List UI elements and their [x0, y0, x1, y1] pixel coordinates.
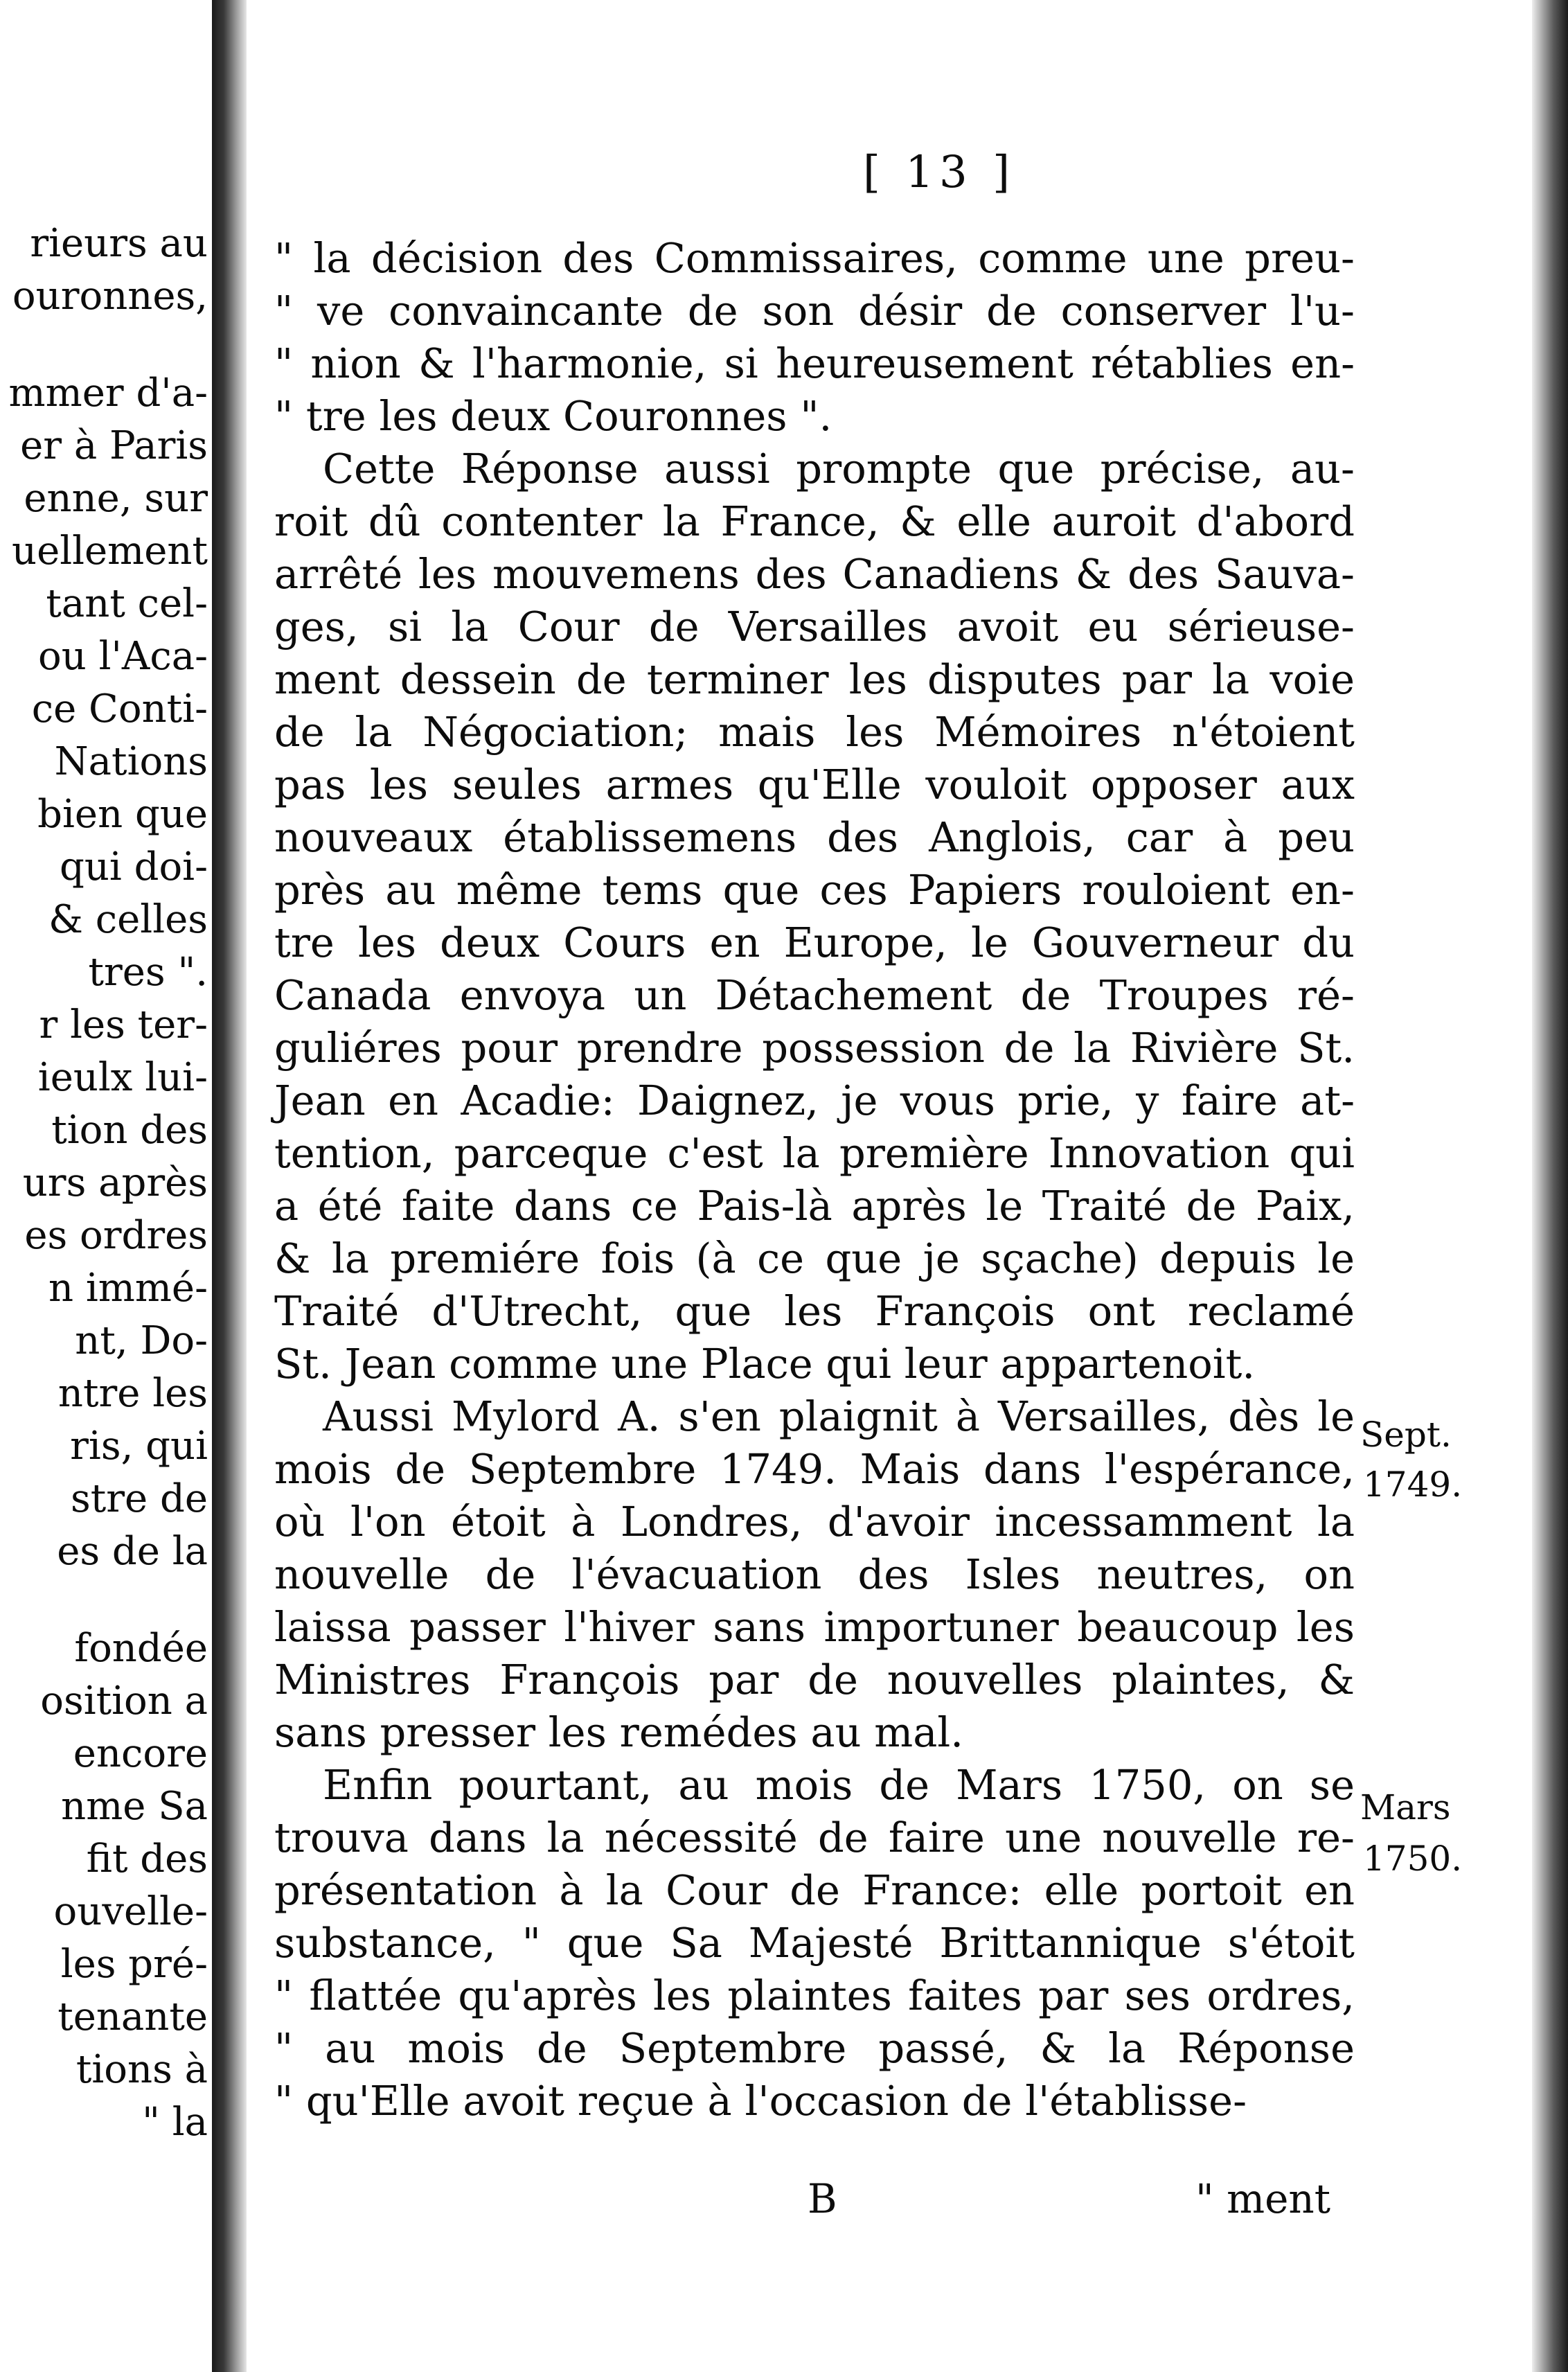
text-line: sans presser les remédes au mal.	[274, 1708, 963, 1756]
left-page-line: urs après	[22, 1160, 208, 1205]
text-line: " flattée qu'après les plaintes faites par ses ordres,	[274, 1972, 1355, 2019]
text-line: substance, " que Sa Majesté Brittannique s'étoit	[274, 1919, 1355, 1967]
text-line: " nion & l'harmonie, si heureusement rétablies en-	[274, 339, 1355, 387]
left-page-line: ris, qui	[70, 1424, 208, 1469]
left-page-fragment	[0, 0, 208, 2372]
left-page-line: fit des	[86, 1836, 208, 1882]
text-line: Canada envoya un Détachement de Troupes ré-	[274, 971, 1355, 1019]
left-page-line: tions à	[75, 2047, 208, 2092]
text-line: présentation à la Cour de France: elle portoit en	[274, 1866, 1355, 1914]
left-page-line: nme Sa	[61, 1784, 208, 1829]
left-page-line: tenante	[57, 1994, 208, 2039]
text-line: a été faite dans ce Pais-là après le Traité de Paix,	[274, 1182, 1355, 1230]
left-page-line: tion des	[51, 1108, 208, 1153]
text-line: nouveaux établissemens des Anglois, car à peu	[274, 813, 1355, 861]
text-line: arrêté les mouvemens des Canadiens & des Sauva-	[274, 550, 1355, 598]
left-page-line: fondée	[74, 1626, 208, 1671]
left-page-line: enne, sur	[24, 476, 208, 521]
text-line: trouva dans la nécessité de faire une nouvelle re-	[274, 1814, 1355, 1861]
left-page-line: qui doi-	[59, 844, 208, 890]
text-line: Jean en Acadie: Daignez, je vous prie, y faire at-	[274, 1077, 1355, 1124]
text-line: Ministres François par de nouvelles plaintes, &	[274, 1656, 1355, 1703]
left-page-line: ieulx lui-	[37, 1055, 208, 1100]
text-line: Cette Réponse aussi prompte que précise, au-	[323, 445, 1355, 493]
left-page-line: stre de	[71, 1476, 208, 1521]
text-line: " qu'Elle avoit reçue à l'occasion de l'établisse-	[274, 2077, 1247, 2125]
text-line: tention, parceque c'est la première Innovation qui	[274, 1129, 1355, 1177]
text-line: " ve convaincante de son désir de conserver l'u-	[274, 287, 1355, 335]
left-page-line: mmer d'a-	[8, 371, 208, 416]
left-page-line: ouvelle-	[53, 1889, 208, 1934]
text-line: ment dessein de terminer les disputes par la voie	[274, 655, 1355, 703]
text-line: mois de Septembre 1749. Mais dans l'espérance,	[274, 1445, 1355, 1493]
left-page-line: n immé-	[48, 1266, 208, 1311]
left-page-line: r les ter-	[39, 1002, 208, 1047]
left-page-line: es de la	[57, 1529, 208, 1574]
left-page-line: ouronnes,	[12, 274, 208, 319]
text-line: St. Jean comme une Place qui leur appartenoit.	[274, 1340, 1256, 1388]
text-line: " tre les deux Couronnes ".	[274, 392, 832, 440]
left-page-line: es ordres	[24, 1213, 208, 1258]
left-page-line: encore	[73, 1731, 208, 1776]
text-line: Traité d'Utrecht, que les François ont reclamé	[274, 1287, 1355, 1335]
left-page-line: & celles	[48, 897, 208, 942]
text-line: ges, si la Cour de Versailles avoit eu sérieuse-	[274, 603, 1355, 650]
text-line: de la Négociation; mais les Mémoires n'étoient	[274, 708, 1355, 756]
catchword: " ment	[1195, 2175, 1331, 2222]
left-page-line: er à Paris	[20, 423, 208, 468]
left-page-line: tant cel-	[46, 581, 208, 626]
left-page-line: Nations	[54, 739, 208, 784]
text-line: nouvelle de l'évacuation des Isles neutres, on	[274, 1550, 1355, 1598]
text-line: guliéres pour prendre possession de la Rivière St.	[274, 1024, 1355, 1072]
left-page-line: tres ".	[88, 950, 208, 995]
left-page-line: ce Conti-	[31, 687, 208, 732]
margin-note-sept-year: 1749.	[1363, 1464, 1463, 1505]
left-page-line: nt, Do-	[75, 1318, 208, 1363]
signature-mark: B	[808, 2175, 837, 2222]
text-line: " la décision des Commissaires, comme une preu-	[274, 234, 1355, 282]
left-page-line: ou l'Aca-	[38, 634, 208, 679]
main-page	[247, 0, 1532, 2372]
page-edge-shadow	[1532, 0, 1568, 2372]
left-page-line: uellement	[12, 529, 208, 574]
text-line: Aussi Mylord A. s'en plaignit à Versailles, dès le	[323, 1392, 1355, 1440]
left-page-line: rieurs au	[30, 221, 208, 266]
text-line: & la premiére fois (à ce que je sçache) depuis le	[274, 1234, 1355, 1282]
margin-note-mars-year: 1750.	[1363, 1839, 1463, 1879]
text-line: " au mois de Septembre passé, & la Réponse	[274, 2024, 1355, 2072]
catchword-row	[274, 2175, 1568, 2231]
text-line: roit dû contenter la France, & elle auroit d'abord	[274, 497, 1355, 545]
left-page-line: bien que	[37, 792, 208, 837]
left-page-line: " la	[142, 2100, 208, 2145]
left-page-line: osition a	[40, 1679, 208, 1724]
margin-note-mars-month: Mars	[1360, 1787, 1451, 1827]
binding-gutter	[212, 0, 247, 2372]
text-line: pas les seules armes qu'Elle vouloit opposer aux	[274, 761, 1355, 808]
page-number: [ 13 ]	[862, 147, 1016, 198]
text-line: où l'on étoit à Londres, d'avoir incessamment la	[274, 1498, 1355, 1546]
text-line: Enfin pourtant, au mois de Mars 1750, on se	[323, 1761, 1355, 1809]
text-line: laissa passer l'hiver sans importuner beaucoup les	[274, 1603, 1355, 1651]
left-page-line: les pré-	[60, 1942, 208, 1987]
left-page-line: ntre les	[57, 1371, 208, 1416]
text-line: près au même tems que ces Papiers rouloient en-	[274, 866, 1355, 914]
text-line: tre les deux Cours en Europe, le Gouverneur du	[274, 919, 1355, 966]
margin-note-sept-month: Sept.	[1360, 1415, 1452, 1455]
